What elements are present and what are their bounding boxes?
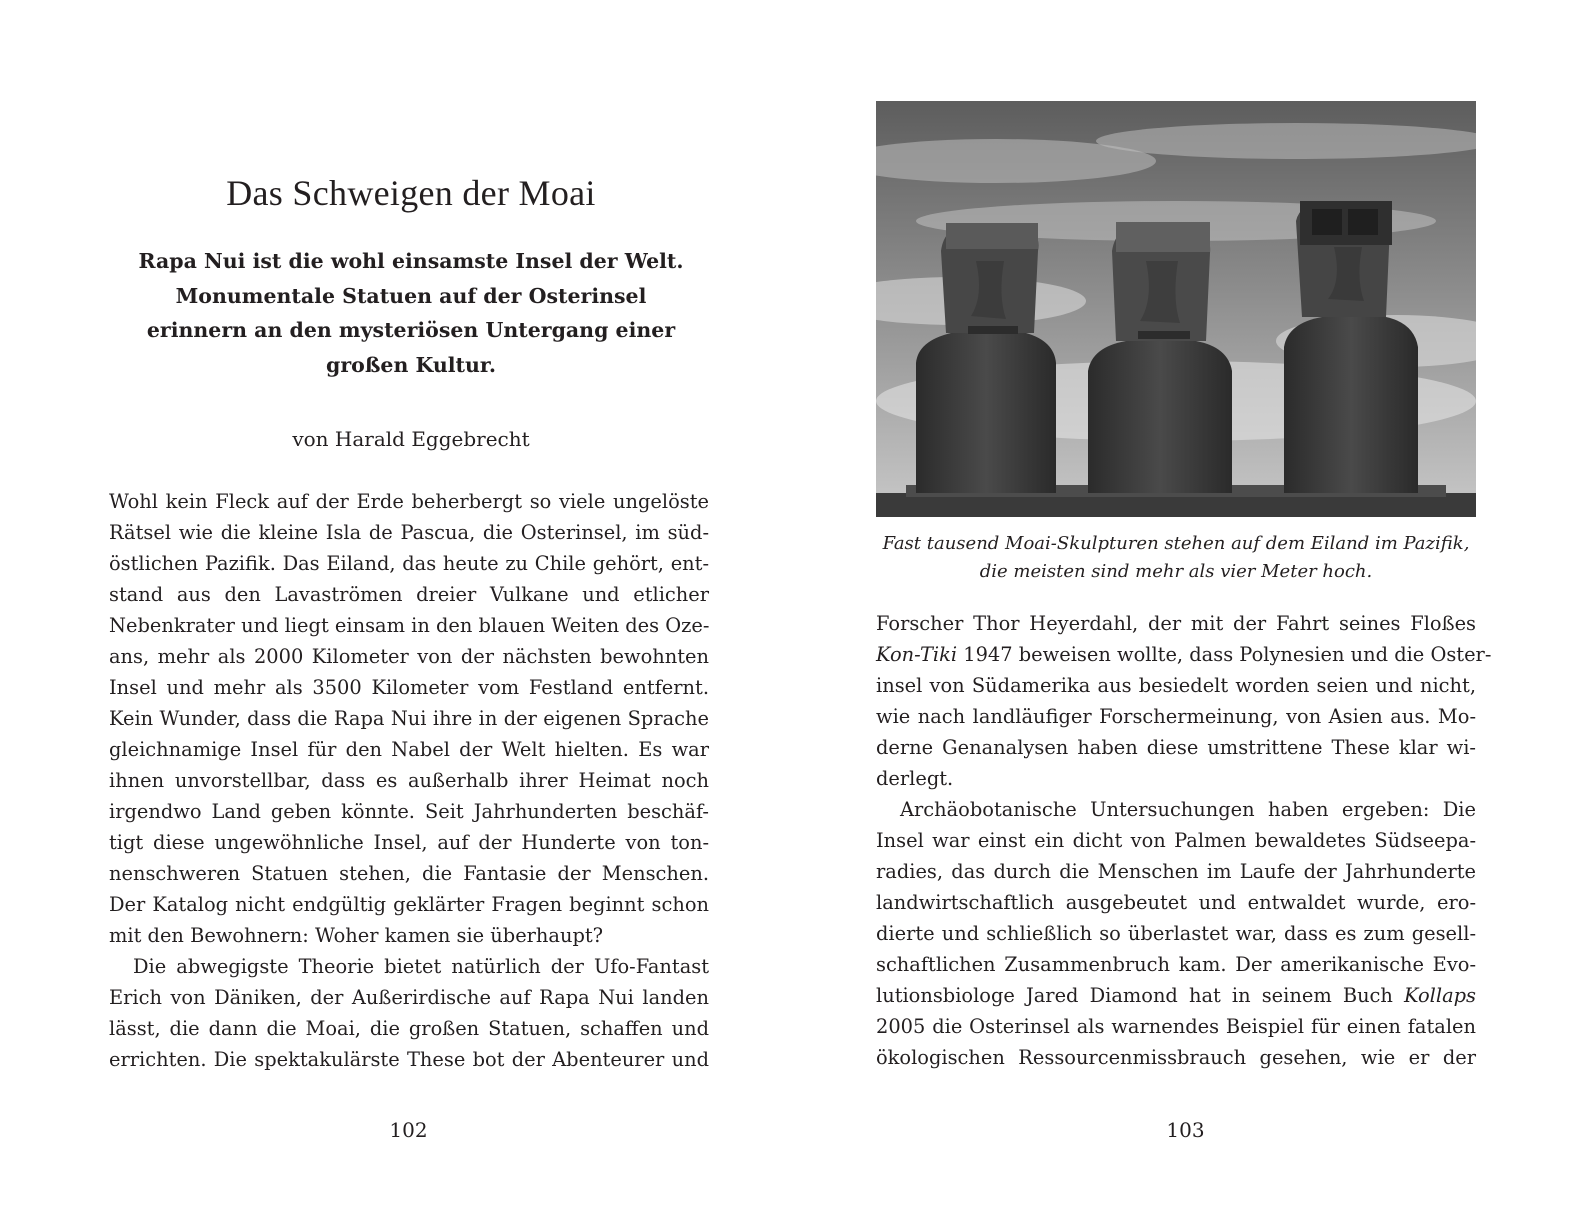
body-line: schaftlichen Zusammenbruch kam. Der amerikanische Evo- — [876, 953, 1476, 976]
body-line: östlichen Pazifik. Das Eiland, das heute zu Chile gehört, ent- — [109, 552, 709, 575]
author-byline: von Harald Eggebrecht — [292, 427, 530, 451]
body-line: wie nach landläufiger Forschermeinung, von Asien aus. Mo- — [876, 705, 1476, 728]
right-page — [797, 0, 1594, 1217]
body-line: ans, mehr als 2000 Kilometer von der nächsten bewohnten — [109, 645, 709, 668]
body-line: derne Genanalysen haben diese umstrittene These klar wi- — [876, 736, 1476, 759]
book-title-kon-tiki: Kon-Tiki — [876, 643, 958, 666]
caption-line: die meisten sind mehr als vier Meter hoch. — [979, 561, 1373, 582]
body-text-right — [876, 608, 1492, 1073]
body-line: Die abwegigste Theorie bietet natürlich der Ufo-Fantast — [133, 955, 709, 978]
body-line: Erich von Däniken, der Außerirdische auf Rapa Nui landen — [109, 986, 709, 1009]
body-line: Rätsel wie die kleine Isla de Pascua, die Osterinsel, im süd- — [109, 521, 709, 544]
body-line-text: lutionsbiologe Jared Diamond hat in seinem Buch — [876, 984, 1405, 1007]
moai-statues-image — [876, 101, 1476, 517]
body-line — [876, 980, 1476, 1011]
body-line: stand aus den Lavaströmen dreier Vulkane und etlicher — [109, 583, 709, 606]
body-line: ihnen unvorstellbar, dass es außerhalb ihrer Heimat noch — [109, 769, 709, 792]
body-line: insel von Südamerika aus besiedelt worden seien und nicht, — [876, 674, 1476, 697]
body-line: mit den Bewohnern: Woher kamen sie überhaupt? — [109, 924, 604, 947]
body-text-left — [109, 486, 709, 1075]
lead-line: großen Kultur. — [326, 352, 496, 377]
body-line: Insel war einst ein dicht von Palmen bewaldetes Südseepa- — [876, 829, 1476, 852]
body-line: Der Katalog nicht endgültig geklärter Fragen beginnt schon — [109, 893, 709, 916]
body-line: radies, das durch die Menschen im Laufe der Jahrhunderte — [876, 860, 1476, 883]
body-line: lässt, die dann die Moai, die großen Statuen, schaffen und — [109, 1017, 709, 1040]
body-line: dierte und schließlich so überlastet war, dass es zum gesell- — [876, 922, 1476, 945]
page-number-left: 102 — [389, 1118, 428, 1142]
body-line — [876, 639, 1492, 670]
book-title-kollaps: Kollaps — [1404, 984, 1476, 1007]
lead-line: Rapa Nui ist die wohl einsamste Insel der Welt. — [138, 249, 684, 273]
body-line: derlegt. — [876, 767, 954, 790]
body-line-text: 1947 beweisen wollte, dass Polynesien und die Oster- — [957, 643, 1492, 666]
body-line: 2005 die Osterinsel als warnendes Beispiel für einen fatalen — [876, 1015, 1476, 1038]
body-line: Nebenkrater und liegt einsam in den blauen Weiten des Oze- — [109, 614, 710, 637]
body-line: Archäobotanische Untersuchungen haben ergeben: Die — [900, 798, 1476, 821]
body-line: nenschweren Statuen stehen, die Fantasie der Menschen. — [109, 862, 709, 885]
body-line: Insel und mehr als 3500 Kilometer vom Festland entfernt. — [109, 676, 709, 699]
article-lead — [110, 244, 712, 382]
body-line: ökologischen Ressourcenmissbrauch gesehen, wie er der — [876, 1046, 1476, 1069]
body-line: landwirtschaftlich ausgebeutet und entwaldet wurde, ero- — [876, 891, 1476, 914]
caption-line: Fast tausend Moai-Skulpturen stehen auf dem Eiland im Pazifik, — [882, 533, 1470, 554]
body-line: Wohl kein Fleck auf der Erde beherbergt so viele ungelöste — [109, 490, 709, 513]
photo-caption — [876, 530, 1476, 586]
body-line: Forscher Thor Heyerdahl, der mit der Fahrt seines Floßes — [876, 612, 1476, 635]
body-line: tigt diese ungewöhnliche Insel, auf der Hunderte von ton- — [109, 831, 709, 854]
body-line: Kein Wunder, dass die Rapa Nui ihre in der eigenen Sprache — [109, 707, 709, 730]
body-line: gleichnamige Insel für den Nabel der Welt hielten. Es war — [109, 738, 709, 761]
body-line: irgendwo Land geben könnte. Seit Jahrhunderten beschäf- — [109, 800, 709, 823]
body-line: errichten. Die spektakulärste These bot der Abenteurer und — [109, 1048, 709, 1071]
lead-line: erinnern an den mysteriösen Untergang einer — [146, 318, 676, 342]
moai-photo — [876, 101, 1476, 517]
lead-line: Monumentale Statuen auf der Osterinsel — [175, 283, 647, 308]
page-number-right: 103 — [1166, 1118, 1205, 1142]
article-title: Das Schweigen der Moai — [226, 173, 596, 213]
